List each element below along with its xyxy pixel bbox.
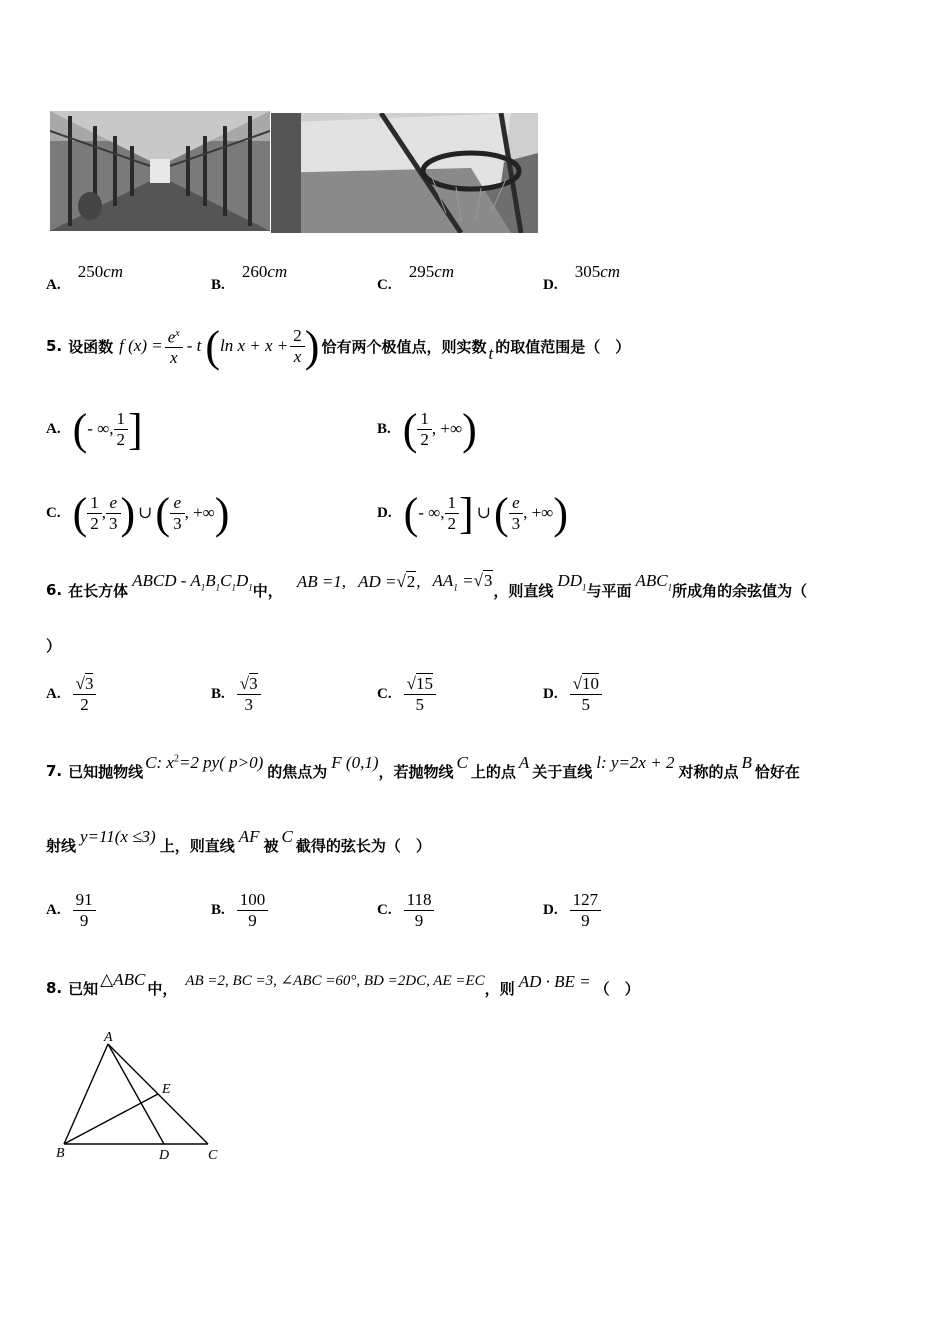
option-label: A. <box>46 901 61 918</box>
dd-label: DD <box>557 571 582 591</box>
option-label: B. <box>377 420 391 437</box>
left-paren: ( <box>402 404 418 454</box>
stem-text: 的取值范围是（ ） <box>495 337 631 356</box>
numerator: 127 <box>570 890 602 911</box>
q7-stem-line2 <box>46 829 431 861</box>
denominator: 2 <box>420 429 429 449</box>
numerator: 2 <box>290 326 305 347</box>
label-a: A <box>104 1030 113 1045</box>
minus-t: - t <box>186 336 202 355</box>
fraction <box>445 493 460 534</box>
stem-text: 在长方体 <box>68 581 129 600</box>
subway-car-photo <box>50 111 270 231</box>
q5-option-a[interactable] <box>46 405 143 453</box>
label-d: D <box>159 1148 170 1163</box>
q7-option-a[interactable] <box>46 884 96 936</box>
stem-text: 被 <box>263 836 279 855</box>
stem-text: ，则直线 <box>493 581 554 600</box>
option-label: D. <box>377 504 392 521</box>
option-label: B. <box>211 277 225 293</box>
option-label: A. <box>46 277 61 293</box>
question-number: 5. <box>46 337 63 355</box>
q7-option-c[interactable] <box>377 884 434 936</box>
parabola-rhs: =2 py( p>0) <box>178 753 264 772</box>
q6-stem-close: ） <box>46 637 62 655</box>
q5-option-b[interactable] <box>377 405 477 453</box>
curve-c: C <box>456 753 468 772</box>
interval-left: - ∞, <box>87 419 114 438</box>
stem-text: 已知 <box>68 979 99 998</box>
numerator: 1 <box>417 409 432 430</box>
point-b: B <box>741 753 752 772</box>
triangle-figure <box>50 1030 230 1170</box>
q8-stem <box>46 972 640 1004</box>
left-paren: ( <box>72 488 88 538</box>
radicand: 15 <box>415 673 433 693</box>
denominator: 2 <box>80 694 89 714</box>
line-af: AF <box>238 827 260 846</box>
q7-option-b[interactable] <box>211 884 268 936</box>
parabola-lhs: C: x <box>145 753 174 772</box>
denominator: x <box>169 348 178 368</box>
interval-right: , +∞ <box>523 503 554 522</box>
interval-right: , +∞ <box>431 419 463 438</box>
option-label: C. <box>377 901 392 918</box>
option-unit: cm <box>434 262 455 281</box>
q6-option-b[interactable] <box>211 668 261 720</box>
segment-be <box>64 1094 158 1144</box>
aa-label: AA <box>432 571 454 591</box>
variable-t: t <box>488 344 494 363</box>
stem-text: 所成角的余弦值为（ <box>672 581 808 600</box>
line-dd1: $DD_1$ <box>557 571 587 593</box>
option-label: A. <box>46 420 61 437</box>
q5-option-d[interactable] <box>377 489 568 537</box>
left-paren: ( <box>493 488 509 538</box>
fraction <box>165 324 183 369</box>
question-number: 6. <box>46 581 63 599</box>
denominator: 9 <box>79 910 89 930</box>
option-unit: cm <box>600 262 621 281</box>
function-lhs: f (x) = <box>119 336 163 355</box>
side-ab <box>64 1044 108 1144</box>
stem-text: 已知抛物线 <box>68 762 144 781</box>
left-paren: ( <box>205 321 221 371</box>
q6-option-c[interactable] <box>377 668 436 720</box>
option-value: 260 <box>241 262 268 281</box>
q7-stem <box>46 755 800 787</box>
ab-condition: AB =1, <box>296 572 347 591</box>
label-b: B <box>56 1146 65 1161</box>
radicand: 2 <box>406 572 416 591</box>
dot-product-expr: AD · BE = <box>518 972 591 991</box>
radicand: 3 <box>249 673 258 693</box>
denominator: 5 <box>415 694 425 714</box>
ad-condition: AD =√2, <box>358 572 421 591</box>
numerator: 100 <box>237 890 269 911</box>
stem-text: （ ） <box>594 979 640 998</box>
numerator: e <box>167 327 176 347</box>
option-label: D. <box>543 901 558 918</box>
stem-text: 上，则直线 <box>159 836 235 855</box>
fraction <box>237 890 269 931</box>
parabola-definition: C: $x^2=2$ py( p>0) <box>145 753 264 772</box>
fraction: $\frac{√10}{5}$ <box>570 674 602 715</box>
fraction <box>570 890 602 931</box>
stem-text: 对称的点 <box>678 762 739 781</box>
fraction: $\frac{√15}{5}$ <box>404 674 436 715</box>
left-paren: ( <box>403 488 419 538</box>
stem-text: ，若抛物线 <box>378 762 454 781</box>
ad-label: AD = <box>358 572 397 591</box>
interval-right: , +∞ <box>184 503 215 522</box>
q4-option-b[interactable] <box>211 262 288 293</box>
question-number: 7. <box>46 762 63 780</box>
interval-left: - ∞, <box>418 503 445 522</box>
denominator: 5 <box>581 694 591 714</box>
left-paren: ( <box>72 404 88 454</box>
fraction: $\frac{√3}{2}$ <box>73 674 97 715</box>
denominator: 2 <box>447 513 457 533</box>
segment-ad <box>108 1044 164 1144</box>
q6-stem <box>46 571 808 606</box>
option-label: D. <box>543 685 558 702</box>
stem-text: 恰有两个极值点，则实数 <box>321 337 487 356</box>
label-c: C <box>208 1148 218 1163</box>
ln-part: ln x + x + <box>220 336 289 355</box>
ray: y=11(x ≤3) <box>80 827 156 846</box>
denominator: 2 <box>90 513 99 533</box>
stem-text: 上的点 <box>470 762 516 781</box>
option-label: C. <box>46 504 61 521</box>
fraction <box>114 409 129 450</box>
curve-c: C <box>281 827 293 846</box>
radicand: 3 <box>483 571 493 591</box>
fraction <box>106 493 121 534</box>
numerator: e <box>509 493 524 514</box>
q6-option-a[interactable] <box>46 668 96 720</box>
option-unit: cm <box>103 262 124 281</box>
right-paren: ) <box>304 321 320 371</box>
option-label: B. <box>211 901 225 918</box>
denominator: 3 <box>244 694 253 714</box>
denominator: 9 <box>248 910 257 930</box>
question-number: 8. <box>46 979 63 997</box>
stem-text: ，则 <box>484 979 515 998</box>
stem-text: 射线 <box>46 836 77 855</box>
q5-stem <box>46 322 630 370</box>
right-paren: ) <box>214 488 230 538</box>
stem-text: 恰好在 <box>754 762 800 781</box>
option-value: 250 <box>77 262 104 281</box>
triangle-abc: △ABC <box>100 970 146 989</box>
right-bracket: ] <box>128 404 143 454</box>
point-a: A <box>518 753 530 772</box>
option-label: D. <box>543 277 558 293</box>
denominator: x <box>293 346 302 366</box>
denominator: 9 <box>581 910 590 930</box>
stem-text: 中， <box>147 979 178 998</box>
option-value: 305 <box>574 262 601 281</box>
q5-option-c[interactable] <box>46 489 229 537</box>
option-unit: cm <box>267 262 288 281</box>
box-label: ABCD - A <box>132 571 201 591</box>
option-value: 295 <box>408 262 435 281</box>
left-paren: ( <box>155 488 171 538</box>
conditions: AB =2, BC =3, ∠ABC =60°, BD =2DC, AE =EC <box>185 972 485 989</box>
denominator: 3 <box>109 513 118 533</box>
stem-text: 与平面 <box>586 581 632 600</box>
plane-abc1: $ABC_1$ <box>635 571 673 593</box>
union-symbol: ∪ <box>476 503 491 522</box>
option-label: C. <box>377 685 392 702</box>
stem-text: 设函数 <box>68 337 114 356</box>
q4-option-c[interactable] <box>377 262 455 293</box>
option-label: A. <box>46 685 61 702</box>
stem-text: 中， <box>252 581 283 600</box>
numerator: 1 <box>445 493 460 514</box>
option-label: B. <box>211 685 225 702</box>
fraction <box>404 890 435 931</box>
exponent: x <box>175 327 180 339</box>
numerator: 118 <box>404 890 435 911</box>
option-label: C. <box>377 277 392 293</box>
numerator: e <box>106 493 121 514</box>
fraction <box>417 409 432 450</box>
stem-text: 的焦点为 <box>267 762 328 781</box>
q7-option-d[interactable] <box>543 884 601 936</box>
label-e: E <box>162 1082 171 1097</box>
fraction: $\frac{√3}{3}$ <box>237 674 261 715</box>
numerator: 1 <box>114 409 129 430</box>
fraction <box>290 326 305 367</box>
stem-text: 关于直线 <box>532 762 593 781</box>
stem-text: 截得的弦长为（ ） <box>295 836 431 855</box>
right-paren: ) <box>120 488 136 538</box>
plane-label: ABC <box>635 571 668 591</box>
box-name: ABCD - $A_1B_1C_1D_1$ <box>132 571 253 593</box>
denominator: 2 <box>116 429 126 449</box>
denominator: 9 <box>414 910 424 930</box>
radicand: 3 <box>84 673 94 693</box>
right-paren: ) <box>553 488 568 538</box>
numerator: e <box>170 493 185 514</box>
fraction <box>73 890 96 931</box>
focus: F (0,1) <box>331 753 379 772</box>
denominator: 3 <box>173 513 182 533</box>
q6-option-d[interactable] <box>543 668 602 720</box>
numerator: 91 <box>73 890 96 911</box>
basketball-hoop-photo <box>271 113 538 233</box>
q4-option-d[interactable] <box>543 262 621 293</box>
q4-option-a[interactable] <box>46 262 124 293</box>
numerator: 1 <box>87 493 102 514</box>
right-bracket: ] <box>459 488 474 538</box>
line-l: l: y=2x + 2 <box>596 753 675 772</box>
fraction <box>87 493 102 534</box>
comma: , <box>101 503 106 522</box>
fraction <box>170 493 185 534</box>
aa-condition: $AA_1 =√3$ <box>432 571 493 593</box>
right-paren: ) <box>462 404 477 454</box>
denominator: 3 <box>511 513 521 533</box>
fraction <box>509 493 524 534</box>
union-symbol: ∪ <box>138 503 153 522</box>
radicand: 10 <box>581 673 599 693</box>
